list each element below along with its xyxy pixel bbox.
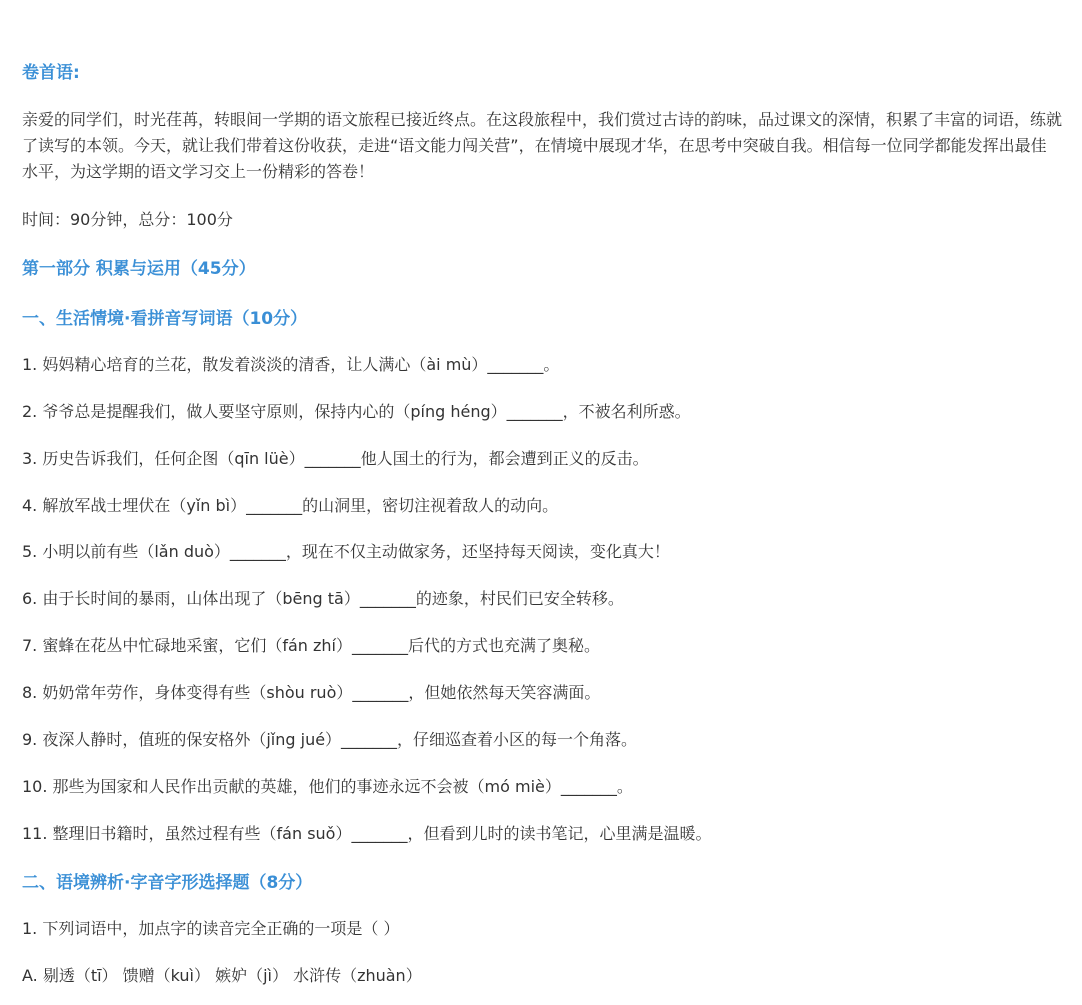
question-item: 8. 奶奶常年劳作，身体变得有些（shòu ruò）_______，但她依然每天笑容满面。 bbox=[22, 683, 601, 702]
question-item: 10. 那些为国家和人民作出贡献的英雄，他们的事迹永远不会被（mó miè）_______。 bbox=[22, 777, 633, 796]
section1-title: 一、生活情境·看拼音写词语（10分） bbox=[22, 309, 308, 329]
part1-title: 第一部分 积累与运用（45分） bbox=[22, 259, 256, 279]
question-item: 2. 爷爷总是提醒我们，做人要坚守原则，保持内心的（píng héng）_______，不被名利所惑。 bbox=[22, 402, 691, 421]
question-item: 3. 历史告诉我们，任何企图（qīn lüè）_______他人国土的行为，都会遭到正义的反击。 bbox=[22, 449, 649, 468]
question-item: 9. 夜深人静时，值班的保安格外（jǐng jué）_______，仔细巡查着小区的每一个角落。 bbox=[22, 730, 638, 749]
question-item: 4. 解放军战士埋伏在（yǐn bì）_______的山洞里，密切注视着敌人的动向。 bbox=[22, 496, 559, 515]
question-item: 11. 整理旧书籍时，虽然过程有些（fán suǒ）_______，但看到儿时的读书笔记，心里满是温暖。 bbox=[22, 824, 712, 843]
question-item: 1. 妈妈精心培育的兰花，散发着淡淡的清香，让人满心（ài mù）_______。 bbox=[22, 355, 560, 374]
section2-title: 二、语境辨析·字音字形选择题（8分） bbox=[22, 873, 313, 893]
time-score-info: 时间：90分钟，总分：100分 bbox=[22, 210, 233, 229]
preface-paragraph: 亲爱的同学们，时光荏苒，转眼间一学期的语文旅程已接近终点。在这段旅程中，我们赏过古诗的韵味，品过课文的深情，积累了丰富的词语，练就了读写的本领。今天，就让我们带着这份收获，走进“语文能力闯关营”，在情境中展现才华，在思考中突破自我。相信每一位同学都能发挥出最佳水平，为这学期的语文学习交上一份精彩的答卷！ bbox=[22, 110, 1063, 181]
question-item: 7. 蜜蜂在花丛中忙碌地采蜜，它们（fán zhí）_______后代的方式也充满了奥秘。 bbox=[22, 636, 601, 655]
preface-title: 卷首语: bbox=[22, 63, 80, 83]
question-item: 6. 由于长时间的暴雨，山体出现了（bēng tā）_______的迹象，村民们已安全转移。 bbox=[22, 589, 624, 608]
choice-question: 1. 下列词语中，加点字的读音完全正确的一项是（ ） bbox=[22, 919, 400, 938]
question-item: 5. 小明以前有些（lǎn duò）_______，现在不仅主动做家务，还坚持每天阅读，变化真大！ bbox=[22, 542, 670, 561]
choice-option-a: A. 剔透（tī） 馈赠（kuì） 嫉妒（jì） 水浒传（zhuàn） bbox=[22, 966, 422, 985]
